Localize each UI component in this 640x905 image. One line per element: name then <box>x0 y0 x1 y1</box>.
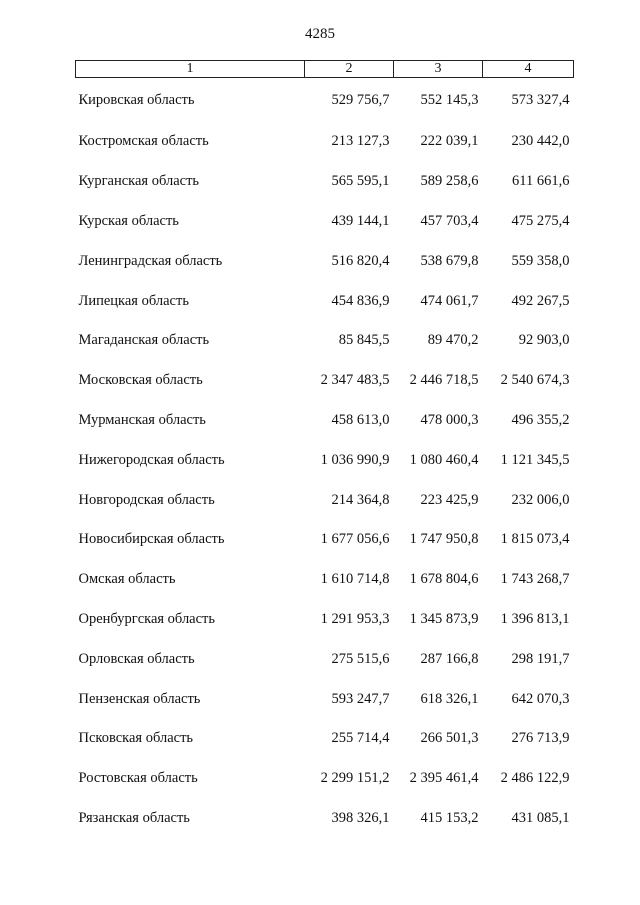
value-cell-col3: 266 501,3 <box>420 730 479 747</box>
value-cell-col4: 232 006,0 <box>511 491 570 508</box>
table-row <box>76 162 574 202</box>
table-row <box>76 560 574 600</box>
region-cell: Псковская область <box>78 730 194 747</box>
table-row <box>76 679 574 719</box>
column-header-4: 4 <box>483 61 574 78</box>
value-cell-col2: 1 610 714,8 <box>320 571 390 588</box>
value-cell-col4: 298 191,7 <box>511 650 570 667</box>
value-cell-col2: 565 595,1 <box>331 173 390 190</box>
table-row <box>76 122 574 162</box>
page-number: 4285 <box>305 26 335 42</box>
value-cell-col4: 492 267,5 <box>511 292 570 309</box>
value-cell-col2: 458 613,0 <box>331 411 390 428</box>
region-cell: Липецкая область <box>78 292 189 309</box>
value-cell-col3: 589 258,6 <box>420 173 479 190</box>
value-cell-col3: 1 080 460,4 <box>409 451 479 468</box>
value-cell-col2: 275 515,6 <box>331 650 390 667</box>
value-cell-col2: 529 756,7 <box>331 91 390 108</box>
value-cell-col2: 1 677 056,6 <box>320 531 390 548</box>
region-cell: Ростовская область <box>78 770 198 787</box>
region-cell: Оренбургская область <box>78 610 216 627</box>
value-cell-col4: 496 355,2 <box>511 411 570 428</box>
value-cell-col3: 552 145,3 <box>420 91 479 108</box>
region-cell: Ленинградская область <box>78 252 223 269</box>
value-cell-col3: 223 425,9 <box>420 491 479 508</box>
value-cell-col3: 2 446 718,5 <box>409 372 479 389</box>
value-cell-col2: 85 845,5 <box>338 332 390 349</box>
table-row <box>76 799 574 839</box>
value-cell-col3: 415 153,2 <box>420 809 479 826</box>
value-cell-col2: 213 127,3 <box>331 133 390 150</box>
value-cell-col4: 1 121 345,5 <box>500 451 570 468</box>
table-row <box>76 321 574 361</box>
region-cell: Рязанская область <box>78 809 190 826</box>
value-cell-col3: 1 747 950,8 <box>409 531 479 548</box>
region-cell: Пензенская область <box>78 690 201 707</box>
table-row <box>76 401 574 441</box>
value-cell-col3: 1 678 804,6 <box>409 571 479 588</box>
region-cell: Омская область <box>78 571 176 588</box>
value-cell-col3: 89 470,2 <box>427 332 479 349</box>
value-cell-col2: 2 347 483,5 <box>320 372 390 389</box>
region-cell: Орловская область <box>78 650 195 667</box>
value-cell-col4: 2 540 674,3 <box>500 372 570 389</box>
value-cell-col2: 516 820,4 <box>331 252 390 269</box>
region-cell: Магаданская область <box>78 332 210 349</box>
table-row <box>76 241 574 281</box>
table-body <box>76 78 574 839</box>
header-row <box>76 61 574 78</box>
value-cell-col4: 2 486 122,9 <box>500 770 570 787</box>
value-cell-col2: 454 836,9 <box>331 292 390 309</box>
region-cell: Новгородская область <box>78 491 215 508</box>
value-cell-col3: 457 703,4 <box>420 212 479 229</box>
region-cell: Нижегородская область <box>78 451 225 468</box>
region-cell: Костромская область <box>78 133 209 150</box>
table-row <box>76 600 574 640</box>
value-cell-col4: 475 275,4 <box>511 212 570 229</box>
value-cell-col4: 1 815 073,4 <box>500 531 570 548</box>
value-cell-col4: 611 661,6 <box>512 173 570 190</box>
table-row <box>76 281 574 321</box>
table-row <box>76 361 574 401</box>
region-cell: Кировская область <box>78 91 195 108</box>
region-cell: Мурманская область <box>78 411 206 428</box>
region-cell: Новосибирская область <box>78 531 225 548</box>
value-cell-col3: 287 166,8 <box>420 650 479 667</box>
value-cell-col4: 1 396 813,1 <box>500 610 570 627</box>
value-cell-col2: 439 144,1 <box>331 212 390 229</box>
value-cell-col4: 92 903,0 <box>518 332 570 349</box>
region-cell: Курганская область <box>78 173 200 190</box>
region-cell: Московская область <box>78 372 203 389</box>
value-cell-col2: 1 036 990,9 <box>320 451 390 468</box>
region-cell: Курская область <box>78 212 179 229</box>
column-header-2: 2 <box>305 61 394 78</box>
table-row <box>76 719 574 759</box>
column-header-1: 1 <box>76 61 305 78</box>
value-cell-col4: 1 743 268,7 <box>500 571 570 588</box>
value-cell-col3: 1 345 873,9 <box>409 610 479 627</box>
value-cell-col2: 214 364,8 <box>331 491 390 508</box>
value-cell-col2: 593 247,7 <box>331 690 390 707</box>
value-cell-col4: 431 085,1 <box>511 809 570 826</box>
value-cell-col2: 2 299 151,2 <box>320 770 390 787</box>
value-cell-col4: 559 358,0 <box>511 252 570 269</box>
value-cell-col4: 573 327,4 <box>511 91 570 108</box>
value-cell-col4: 276 713,9 <box>511 730 570 747</box>
value-cell-col3: 2 395 461,4 <box>409 770 479 787</box>
table-row <box>76 639 574 679</box>
value-cell-col3: 222 039,1 <box>420 133 479 150</box>
table-row <box>76 480 574 520</box>
value-cell-col3: 478 000,3 <box>420 411 479 428</box>
value-cell-col2: 255 714,4 <box>331 730 390 747</box>
table-row <box>76 202 574 242</box>
value-cell-col4: 642 070,3 <box>511 690 570 707</box>
value-cell-col3: 618 326,1 <box>420 690 479 707</box>
table-row <box>76 759 574 799</box>
value-cell-col2: 398 326,1 <box>331 809 390 826</box>
table-row <box>76 78 574 123</box>
value-cell-col4: 230 442,0 <box>511 133 570 150</box>
value-cell-col2: 1 291 953,3 <box>320 610 390 627</box>
table-row <box>76 440 574 480</box>
value-cell-col3: 538 679,8 <box>420 252 479 269</box>
value-cell-col3: 474 061,7 <box>420 292 479 309</box>
table-row <box>76 520 574 560</box>
data-table <box>75 60 574 838</box>
column-header-3: 3 <box>394 61 483 78</box>
